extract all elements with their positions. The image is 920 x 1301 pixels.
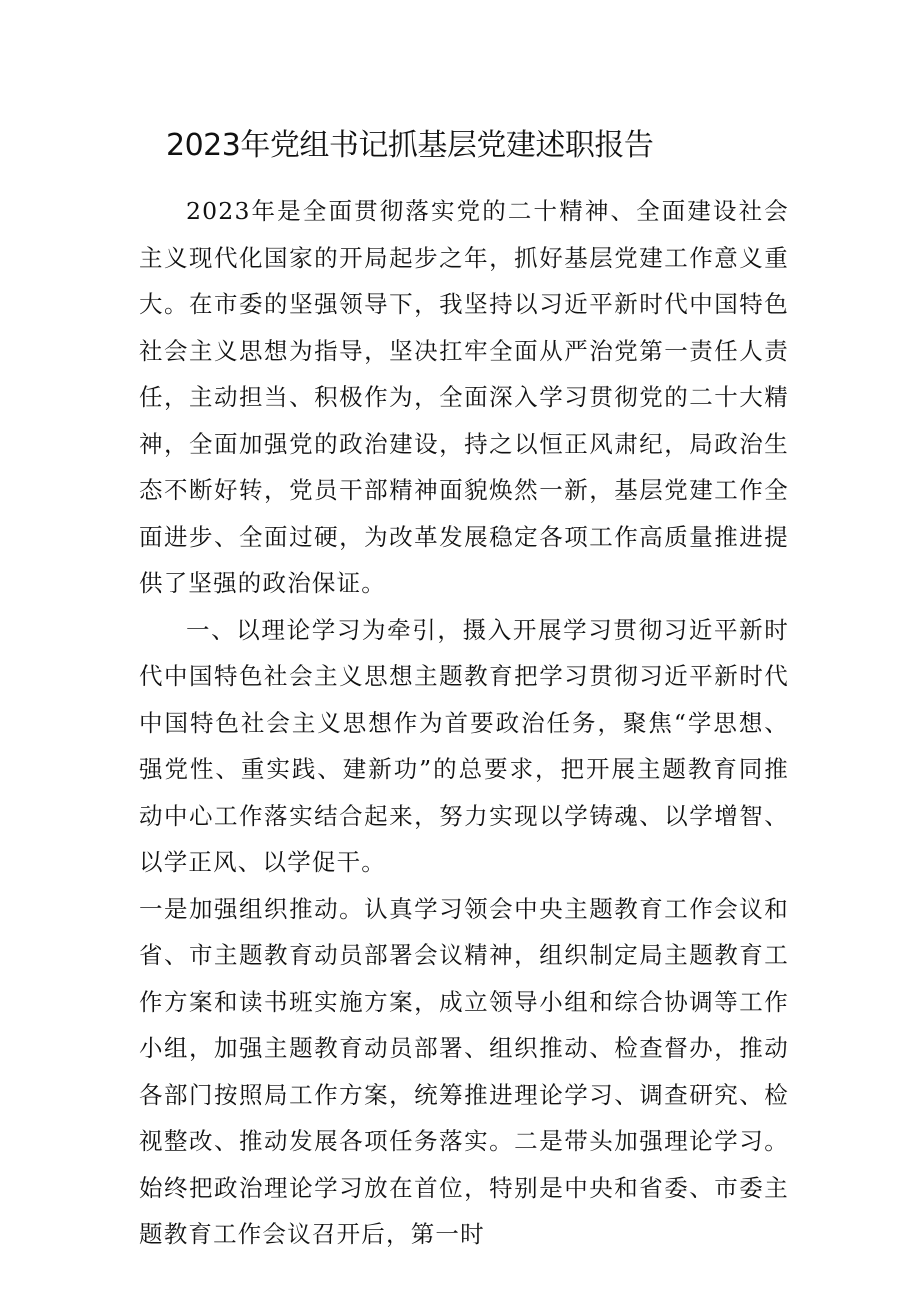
document-body bbox=[139, 188, 789, 1258]
document-title: 2023年党组书记抓基层党建述职报告 bbox=[166, 128, 654, 163]
paragraph-section-one-details: 一是加强组织推动。认真学习领会中央主题教育工作会议和省、市主题教育动员部署会议精神，组织制定局主题教育工作方案和读书班实施方案，成立领导小组和综合协调等工作小组，加强主题教育动员部署、组织推动、检查督办，推动各部门按照局工作方案，统筹推进理论学习、调查研究、检视整改、推动发展各项任务落实。二是带头加强理论学习。始终把政治理论学习放在首位，特别是中央和省委、市委主题教育工作会议召开后，第一时 bbox=[139, 894, 789, 1248]
paragraph-section-one: 一、以理论学习为牵引，摄入开展学习贯彻习近平新时代中国特色社会主义思想主题教育把学习贯彻习近平新时代中国特色社会主义思想作为首要政治任务，聚焦“学思想、强党性、重实践、建新功”的总要求，把开展主题教育同推动中心工作落实结合起来，努力实现以学铸魂、以学增智、以学正风、以学促干。 bbox=[139, 615, 789, 876]
paragraph-intro: 2023年是全面贯彻落实党的二十精神、全面建设社会主义现代化国家的开局起步之年，抓好基层党建工作意义重大。在市委的坚强领导下，我坚持以习近平新时代中国特色社会主义思想为指导，坚决扛牢全面从严治党第一责任人责任，主动担当、积极作为，全面深入学习贯彻党的二十大精神，全面加强党的政治建设，持之以恒正风肃纪，局政治生态不断好转，党员干部精神面貌焕然一新，基层党建工作全面进步、全面过硬，为改革发展稳定各项工作高质量推进提供了坚强的政治保证。 bbox=[139, 197, 789, 597]
